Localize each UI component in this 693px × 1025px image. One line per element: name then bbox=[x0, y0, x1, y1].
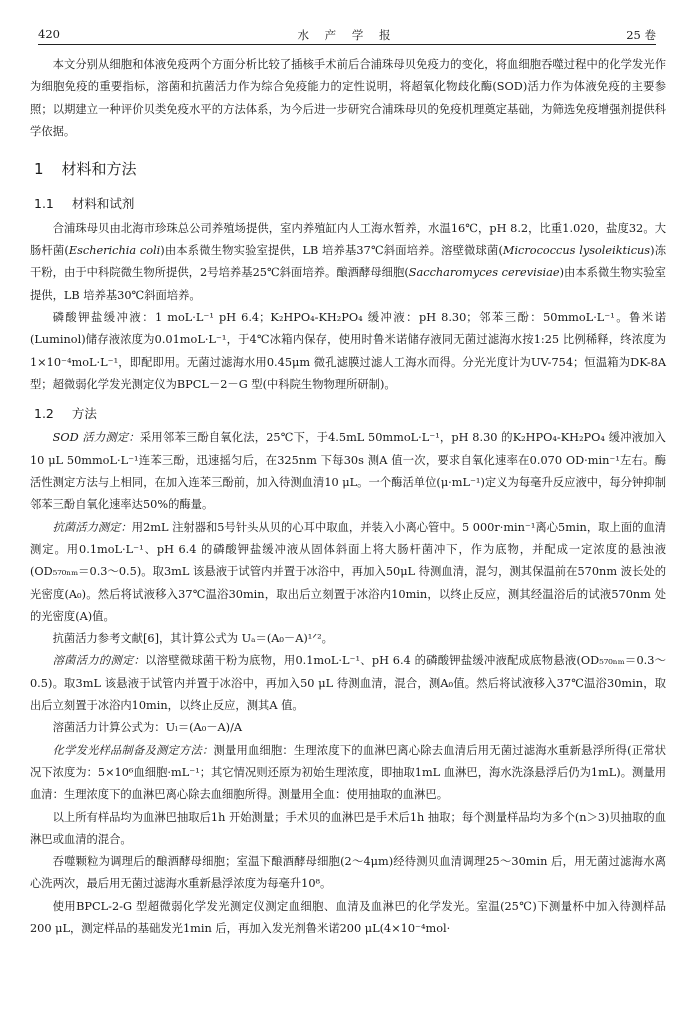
lysozyme-formula: 溶菌活力计算公式为：Uₗ＝(A₀－A)/A bbox=[52, 721, 243, 735]
section-number: 1 bbox=[34, 160, 44, 179]
materials-paragraph: 合浦珠母贝由北海市珍珠总公司养殖场提供，室内养殖缸内人工海水暂养，水温16℃，pH 8.2，比重1.020，盐度32。大肠杆菌(Escherichia coli)由本系微生物实验室提供，LB 培养基37℃斜面培养。溶壁微球菌(Micrococcus lysoleikticus)冻干粉，由于中科院微生物所提供，2号培养基25℃斜面培养。酿酒酵母细胞(Saccharomyces cerevisiae)由本系微生物实验室提供，LB 培养基30℃斜面培养。 bbox=[30, 221, 666, 302]
section-heading-1 bbox=[34, 158, 666, 180]
page-body bbox=[30, 54, 666, 940]
antibacterial-method-paragraph: 抗菌活力测定：用2mL 注射器和5号针头从贝的心耳中取血，并装入小离心管中。5 000r·min⁻¹离心5min，取上面的血清测定。用0.1moL·L⁻¹、pH 6.4 的磷酸钾盐缓冲液从固体斜面上将大肠杆菌冲下，作为底物，并配成一定浓度的悬浊液(OD₅₇₀ₙₘ＝0.3～0.5)。取3mL 该悬液于试管内并置于冰浴中，再加入50μL 待测血清，混匀，测其保温前在570nm 波长处的光密度(A₀)。然后将试液移入37℃温浴30min，取出后立刻置于冰浴内10min，以终止反应，测其经温浴后的试液570nm 处的光密度(A)值。 bbox=[30, 520, 666, 623]
paragraph-lead: 化学发光样品制备及测定方法： bbox=[52, 743, 214, 757]
antibacterial-formula: 抗菌活力参考文献[6]，其计算公式为 Uₐ＝(A₀－A)¹ᐟ²。 bbox=[52, 632, 333, 646]
paragraph-lead: 抗菌活力测定： bbox=[52, 520, 132, 534]
sample-timing-paragraph: 以上所有样品均为血淋巴抽取后1h 开始测量；手术贝的血淋巴是手术后1h 抽取；每个测量样品均为多个(n＞3)贝抽取的血淋巴或血清的混合。 bbox=[30, 810, 666, 846]
subsection-number: 1.1 bbox=[34, 196, 54, 212]
subsection-title: 方法 bbox=[71, 406, 97, 422]
chemiluminescence-method-paragraph: 化学发光样品制备及测定方法：测量用血细胞：生理浓度下的血淋巴离心除去血清后用无菌过滤海水重新悬浮所得(正常状况下浓度为：5×10⁶血细胞·mL⁻¹；其它情况则还原为初始生理浓度，即抽取1mL 血淋巴，海水洗涤悬浮后仍为1mL)。测量用血清：生理浓度下的血淋巴离心除去血细胞所得。测量用全血：使用抽取的血淋巴。 bbox=[30, 743, 666, 802]
species-name: Saccharomyces cerevisiae bbox=[408, 266, 560, 280]
running-header bbox=[38, 25, 656, 45]
subsection-title: 材料和试剂 bbox=[71, 196, 135, 212]
reagents-paragraph: 磷酸钾盐缓冲液：1 moL·L⁻¹ pH 6.4；K₂HPO₄-KH₂PO₄ 缓冲液：pH 8.30；邻苯三酚：50mmoL·L⁻¹。鲁米诺(Luminol)储存液浓度为0.01moL·L⁻¹，于4℃冰箱内保存，使用时鲁米诺储存液同无菌过滤海水按1:25 比例稀释，终浓度为1×10⁻⁴moL·L⁻¹，即配即用。无菌过滤海水用0.45μm 微孔滤膜过滤人工海水而得。分光光度计为UV-754；恒温箱为DK-8A 型；超微弱化学发光测定仪为BPCL－2－G 型(中科院生物物理所研制)。 bbox=[30, 310, 666, 391]
intro-paragraph: 本文分别从细胞和体液免疫两个方面分析比较了插核手术前后合浦珠母贝免疫力的变化，将血细胞吞噬过程中的化学发光作为细胞免疫的重要指标，溶菌和抗菌活力作为综合免疫能力的定性说明，将超氧化物歧化酶(SOD)活力作为体液免疫的主要参照；以期建立一种评价贝类免疫水平的方法体系，为今后进一步研究合浦珠母贝的免疫机理奠定基础，为筛选免疫增强剂提供科学依据。 bbox=[30, 58, 666, 138]
phagocytosis-paragraph: 吞噬颗粒为调理后的酿酒酵母细胞；室温下酿酒酵母细胞(2～4μm)经待测贝血清调理25～30min 后，用无菌过滤海水离心洗两次，最后用无菌过滤海水重新悬浮浓度为每毫升10⁸。 bbox=[30, 855, 666, 891]
sod-method-paragraph: SOD 活力测定：采用邻苯三酚自氧化法，25℃下，于4.5mL 50mmoL·L⁻¹，pH 8.30 的K₂HPO₄-KH₂PO₄ 缓冲液加入10 μL 50mmoL·L⁻¹连苯三酚，迅速摇匀后，在325nm 下每30s 测A 值一次，要求自氧化速率在0.070 OD·min⁻¹左右。酶活性测定方法与上相同，在加入连苯三酚前，加入待测血清10 μL。一个酶活单位(μ·mL⁻¹)定义为每毫升反应液中，每分钟抑制邻苯三酚自氧化速率达50%的酶量。 bbox=[30, 431, 666, 512]
species-name: Escherichia coli bbox=[68, 244, 161, 258]
journal-name: 水 产 学 报 bbox=[297, 28, 397, 42]
volume-label: 25 卷 bbox=[626, 28, 656, 42]
paragraph-lead: 溶菌活力的测定： bbox=[52, 654, 146, 668]
subsection-heading-1-1 bbox=[34, 193, 666, 215]
page-number: 420 bbox=[38, 27, 60, 41]
section-title: 材料和方法 bbox=[61, 160, 137, 179]
subsection-heading-1-2 bbox=[34, 403, 666, 425]
measurement-paragraph: 使用BPCL-2-G 型超微弱化学发光测定仪测定血细胞、血清及血淋巴的化学发光。室温(25℃)下测量杯中加入待测样品200 μL，测定样品的基础发光1min 后，再加入发光剂鲁米诺200 μL(4×10⁻⁴mol· bbox=[30, 899, 666, 935]
header-rule bbox=[38, 44, 656, 45]
paragraph-lead: SOD 活力测定： bbox=[52, 431, 140, 445]
subsection-number: 1.2 bbox=[34, 406, 54, 422]
lysozyme-method-paragraph: 溶菌活力的测定：以溶壁微球菌干粉为底物，用0.1moL·L⁻¹、pH 6.4 的磷酸钾盐缓冲液配成底物悬液(OD₅₇₀ₙₘ＝0.3～0.5)。取3mL 该悬液于试管内并置于冰浴中，再加入50 μL 待测血清，混合，测A₀值。然后将试液移入37℃温浴30min，取出后立刻置于冰浴内10min，以终止反应，测其A 值。 bbox=[30, 654, 666, 713]
species-name: Micrococcus lysoleikticus bbox=[502, 244, 651, 258]
